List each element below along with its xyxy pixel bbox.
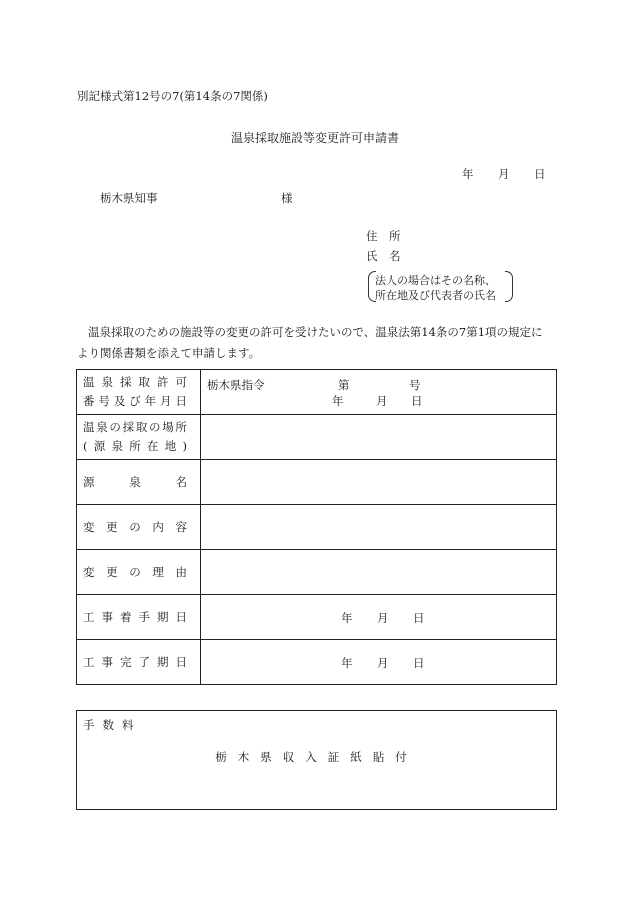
go-label: 号 — [409, 378, 421, 392]
label-char: 号 — [98, 394, 110, 408]
label-char: 番 — [83, 394, 95, 408]
source-name-label — [77, 460, 201, 505]
address-label: 住 所 — [366, 229, 401, 243]
start-date-label — [77, 595, 201, 640]
label-char: 月 — [160, 394, 172, 408]
location-field[interactable] — [201, 415, 557, 460]
corporation-note-line1: 法人の場合はその名称、 — [375, 274, 496, 287]
revenue-stamp-note: 栃木県収入証紙貼付 — [215, 750, 418, 764]
fee-label: 手数料 — [83, 718, 142, 732]
name-label: 氏 名 — [366, 249, 401, 263]
honorific: 様 — [281, 191, 293, 205]
start-date-field[interactable] — [201, 595, 557, 640]
label-char: 泉 — [101, 375, 113, 389]
label-char: 完 — [120, 655, 132, 669]
label-char: の — [149, 420, 161, 434]
label-char: 採 — [120, 375, 132, 389]
label-char: 更 — [106, 565, 118, 579]
end-date-label — [77, 640, 201, 685]
permit-year-label: 年 — [332, 394, 344, 408]
table-row — [77, 640, 557, 685]
label-char: 変 — [83, 565, 95, 579]
label-char: の — [129, 520, 141, 534]
label-char: 日 — [175, 610, 187, 624]
label-char: 着 — [120, 610, 132, 624]
date-day-label: 日 — [534, 167, 546, 181]
table-row — [77, 595, 557, 640]
label-char: 事 — [101, 610, 113, 624]
form-reference: 別記様式第12号の7(第14条の7関係) — [77, 89, 268, 103]
end-date-field[interactable] — [201, 640, 557, 685]
change-content-field[interactable] — [201, 505, 557, 550]
start-year-label: 年 — [341, 611, 353, 625]
label-char: 地 — [164, 439, 177, 453]
label-char: 源 — [93, 439, 106, 453]
table-row — [77, 460, 557, 505]
label-char: 泉 — [111, 439, 123, 453]
label-char: 更 — [106, 520, 118, 534]
label-char: 理 — [152, 565, 164, 579]
date-month-label: 月 — [498, 167, 510, 181]
dai-label: 第 — [338, 378, 350, 392]
label-char: 泉 — [96, 420, 108, 434]
label-char: 了 — [138, 655, 150, 669]
location-label-line1 — [83, 418, 187, 437]
label-char: ( — [83, 439, 88, 453]
label-char: 期 — [157, 610, 169, 624]
right-bracket — [505, 271, 513, 302]
label-char: 温 — [83, 375, 95, 389]
label-char: 許 — [157, 375, 169, 389]
start-day-label: 日 — [413, 611, 425, 625]
label-char: 所 — [175, 420, 187, 434]
label-char: 事 — [101, 655, 113, 669]
label-char: の — [109, 420, 121, 434]
corporation-note — [368, 271, 513, 302]
change-reason-label — [77, 550, 201, 595]
label-char: 可 — [175, 375, 187, 389]
label-char: 源 — [83, 475, 95, 489]
label-char: 容 — [175, 520, 187, 534]
label-char: 名 — [175, 475, 187, 489]
start-month-label: 月 — [377, 611, 389, 625]
date-year-label: 年 — [462, 167, 474, 181]
designation-text: 栃木県指令 — [207, 378, 265, 392]
statement-line1: 温泉採取のための施設等の変更の許可を受けたいので、温泉法第14条の7第1項の規定に — [88, 325, 543, 339]
label-char: 採 — [122, 420, 135, 434]
label-char: 取 — [135, 420, 148, 434]
permit-label-line1 — [83, 373, 187, 392]
label-char: 工 — [83, 610, 95, 624]
label-char: 温 — [83, 420, 95, 434]
source-name-field[interactable] — [201, 460, 557, 505]
label-char: 変 — [83, 520, 95, 534]
end-year-label: 年 — [341, 656, 353, 670]
label-char: 年 — [144, 394, 157, 408]
fee-stamp-box[interactable] — [76, 710, 557, 810]
application-details-table — [76, 369, 557, 685]
table-row — [77, 415, 557, 460]
end-month-label: 月 — [377, 656, 389, 670]
table-row — [77, 505, 557, 550]
addressee: 栃木県知事 — [100, 191, 158, 205]
application-statement — [77, 322, 561, 364]
label-char: 場 — [162, 420, 174, 434]
label-char: 由 — [175, 565, 187, 579]
change-content-label — [77, 505, 201, 550]
location-label-line2 — [83, 437, 187, 456]
end-day-label: 日 — [413, 656, 425, 670]
location-label — [77, 415, 201, 460]
permit-month-label: 月 — [376, 394, 388, 408]
permit-number-field[interactable] — [201, 370, 557, 415]
label-char: 所 — [129, 439, 141, 453]
label-char: び — [129, 394, 141, 408]
label-char: 及 — [113, 394, 126, 408]
label-char: の — [129, 565, 141, 579]
statement-line2: より関係書類を添えて申請します。 — [77, 346, 261, 360]
table-row — [77, 370, 557, 415]
label-char: 取 — [138, 375, 150, 389]
corporation-note-line2: 所在地及び代表者の氏名 — [375, 289, 496, 302]
label-char: 手 — [138, 610, 150, 624]
permit-day-label: 日 — [411, 394, 423, 408]
table-row — [77, 550, 557, 595]
change-reason-field[interactable] — [201, 550, 557, 595]
label-char: ) — [182, 439, 187, 453]
label-char: 日 — [175, 655, 187, 669]
label-char: 泉 — [129, 475, 141, 489]
label-char: 工 — [83, 655, 95, 669]
permit-label-line2 — [83, 392, 187, 411]
label-char: 内 — [152, 520, 164, 534]
permit-number-label — [77, 370, 201, 415]
label-char: 期 — [157, 655, 169, 669]
label-char: 日 — [175, 394, 187, 408]
label-char: 在 — [147, 439, 159, 453]
document-title: 温泉採取施設等変更許可申請書 — [230, 131, 399, 145]
